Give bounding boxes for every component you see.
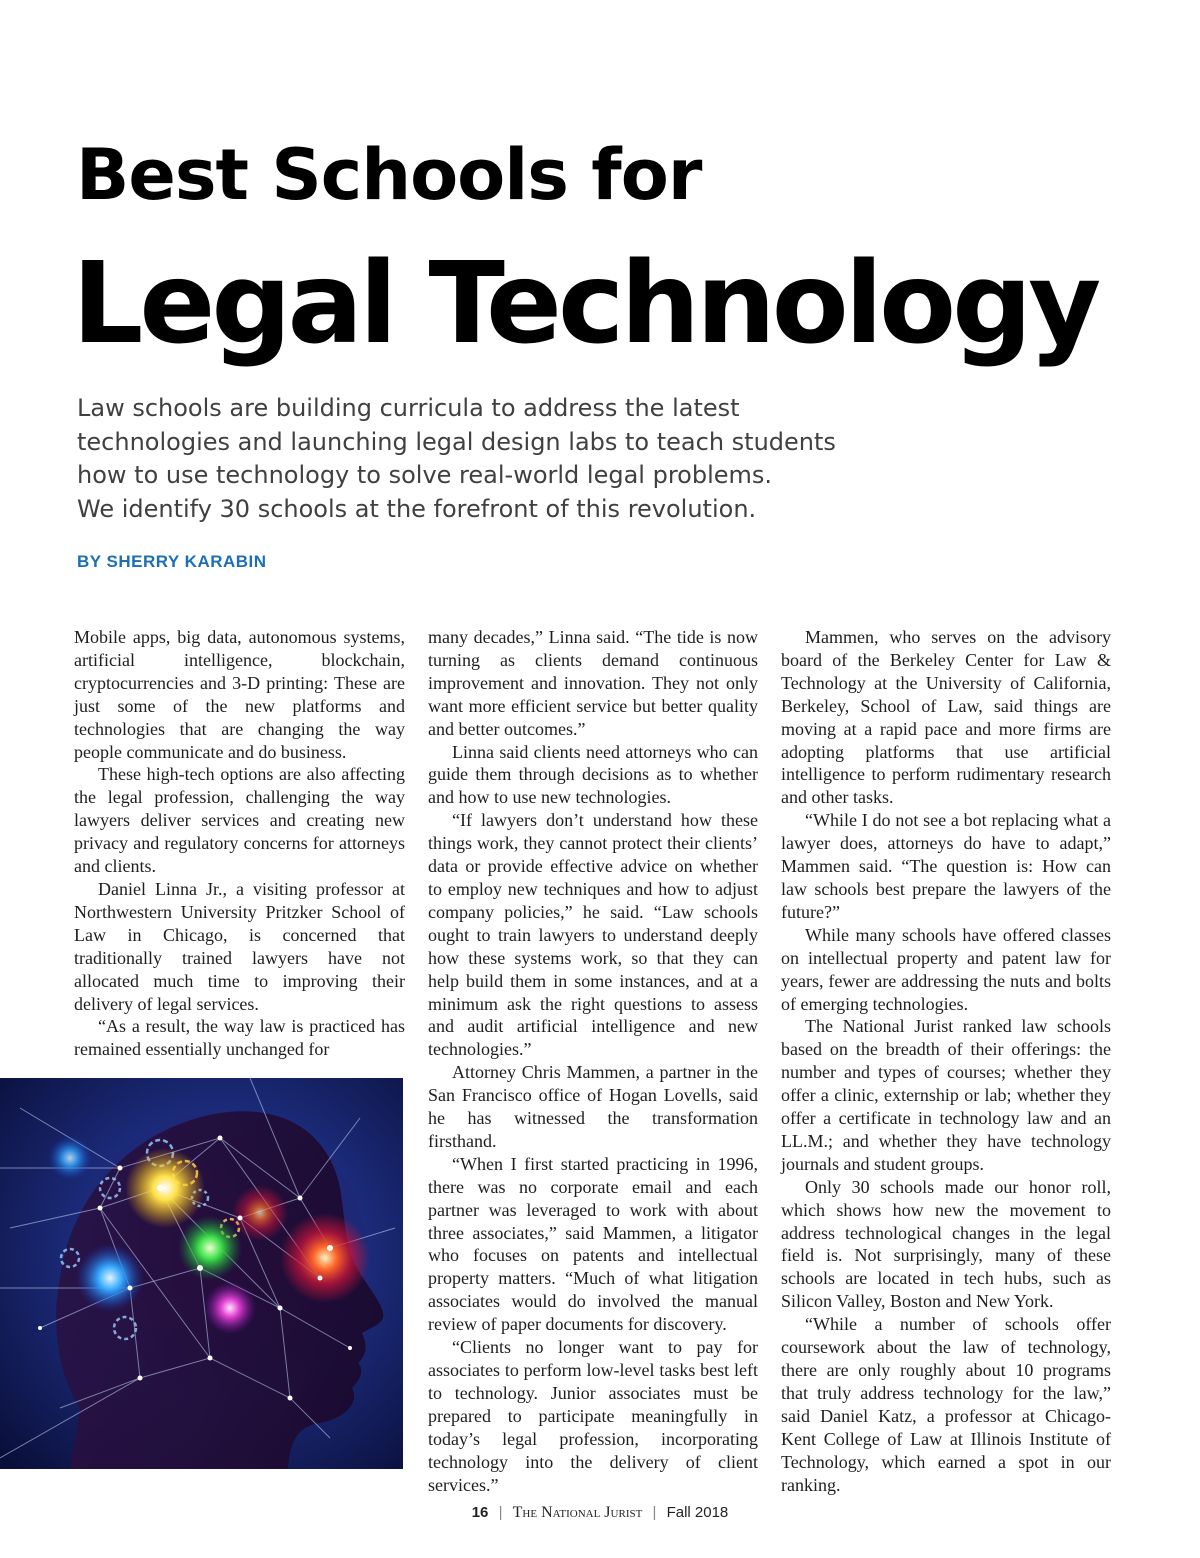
article-title-line-1: Best Schools for: [76, 134, 702, 216]
article-title-line-2: Legal Technology: [72, 239, 1098, 369]
paragraph: “Clients no longer want to pay for associates to perform low-level tasks best left to technology. Junior associates must be prepared to participate meaningfully in today’s legal profession, incorporating technology into the delivery of client services.”: [428, 1337, 758, 1495]
paragraph: Only 30 schools made our honor roll, which shows how new the movement to address technological changes in the legal field is. Not surprisingly, many of these schools are located in tech hubs, such as Silicon Valley, Boston and New York.: [781, 1176, 1111, 1312]
paragraph: Mammen, who serves on the advisory board of the Berkeley Center for Law & Technology at the University of California, Berkeley, School of Law, said things are moving at a rapid pace and more firms are adopting platforms that use artificial intelligence to perform rudimentary research and other tasks.: [781, 627, 1111, 808]
feature-image-ai-head: [0, 1078, 403, 1469]
byline: BY SHERRY KARABIN: [77, 552, 267, 571]
paragraph: The National Jurist ranked law schools based on the breadth of their offerings: the number and types of courses; whether they offer a clinic, externship or lab; whether they offer a certificate in technology law and an LL.M.; and whether they have technology journals and student groups.: [781, 1016, 1111, 1174]
paragraph: While many schools have offered classes on intellectual property and patent law for years, fewer are addressing the nuts and bolts of emerging technologies.: [781, 924, 1111, 1014]
body-column-3: [781, 626, 1111, 1496]
paragraph: Attorney Chris Mammen, a partner in the San Francisco office of Hogan Lovells, said he has witnessed the transformation firsthand.: [428, 1062, 758, 1151]
page-number: 16: [471, 1504, 489, 1521]
footer-divider: |: [498, 1504, 503, 1521]
ai-head-illustration: [0, 1078, 403, 1469]
issue-date: Fall 2018: [666, 1504, 729, 1521]
paragraph: “If lawyers don’t understand how these things work, they cannot protect their clients’ data or provide effective advice on whether to employ new techniques and how to adjust company policies,” he said. “Law schools ought to train lawyers to understand deeply how these systems work, so that they can help build them in some instances, and at a minimum ask the right questions to assess and audit artificial intelligence and new technologies.”: [428, 810, 758, 1060]
deck-line: Law schools are building curricula to address the latest: [77, 394, 740, 422]
paragraph: Linna said clients need attorneys who can guide them through decisions as to whether and how to use new technologies.: [428, 741, 758, 808]
article-deck: [77, 392, 897, 526]
paragraph: many decades,” Linna said. “The tide is now turning as clients demand continuous improvement and innovation. They not only want more efficient service but better quality and better outcomes.”: [428, 627, 758, 739]
paragraph: Mobile apps, big data, autonomous systems, artificial intelligence, blockchain, cryptocurrencies and 3-D printing: These are just some of the new platforms and technologies that are changing the way people communicate and do business.: [74, 627, 405, 762]
paragraph: “As a result, the way law is practiced has remained essentially unchanged for: [74, 1016, 405, 1060]
publication-name: The National Jurist: [512, 1504, 643, 1521]
body-column-2: [428, 626, 758, 1496]
paragraph: These high-tech options are also affecting the legal profession, challenging the way lawyers deliver services and creating new privacy and regulatory concerns for attorneys and clients.: [74, 764, 405, 877]
paragraph: “While I do not see a bot replacing what a lawyer does, attorneys do have to adapt,” Mammen said. “The question is: How can law schools best prepare the lawyers of the future?”: [781, 810, 1111, 922]
paragraph: Daniel Linna Jr., a visiting professor at Northwestern University Pritzker School of Law in Chicago, is concerned that traditionally trained lawyers have not allocated much time to improving their delivery of legal services.: [74, 878, 405, 1014]
footer-divider: |: [652, 1504, 657, 1521]
paragraph: “When I first started practicing in 1996, there was no corporate email and each partner was leveraged to work with about three associates,” said Mammen, a litigator who focuses on patents and intellectual property matters. “Much of what litigation associates would do involved the manual review of paper documents for discovery.: [428, 1153, 758, 1335]
paragraph: “While a number of schools offer coursework about the law of technology, there are only roughly about 10 programs that truly address technology for the law,” said Daniel Katz, a professor at Chicago-Kent College of Law at Illinois Institute of Technology, which earned a spot in our ranking.: [781, 1314, 1111, 1495]
body-column-1: [74, 626, 405, 1061]
deck-line: how to use technology to solve real-world legal problems.: [77, 461, 773, 489]
page-footer: [0, 1504, 1200, 1522]
deck-line: technologies and launching legal design labs to teach students: [77, 427, 836, 456]
deck-line: We identify 30 schools at the forefront of this revolution.: [77, 494, 757, 523]
